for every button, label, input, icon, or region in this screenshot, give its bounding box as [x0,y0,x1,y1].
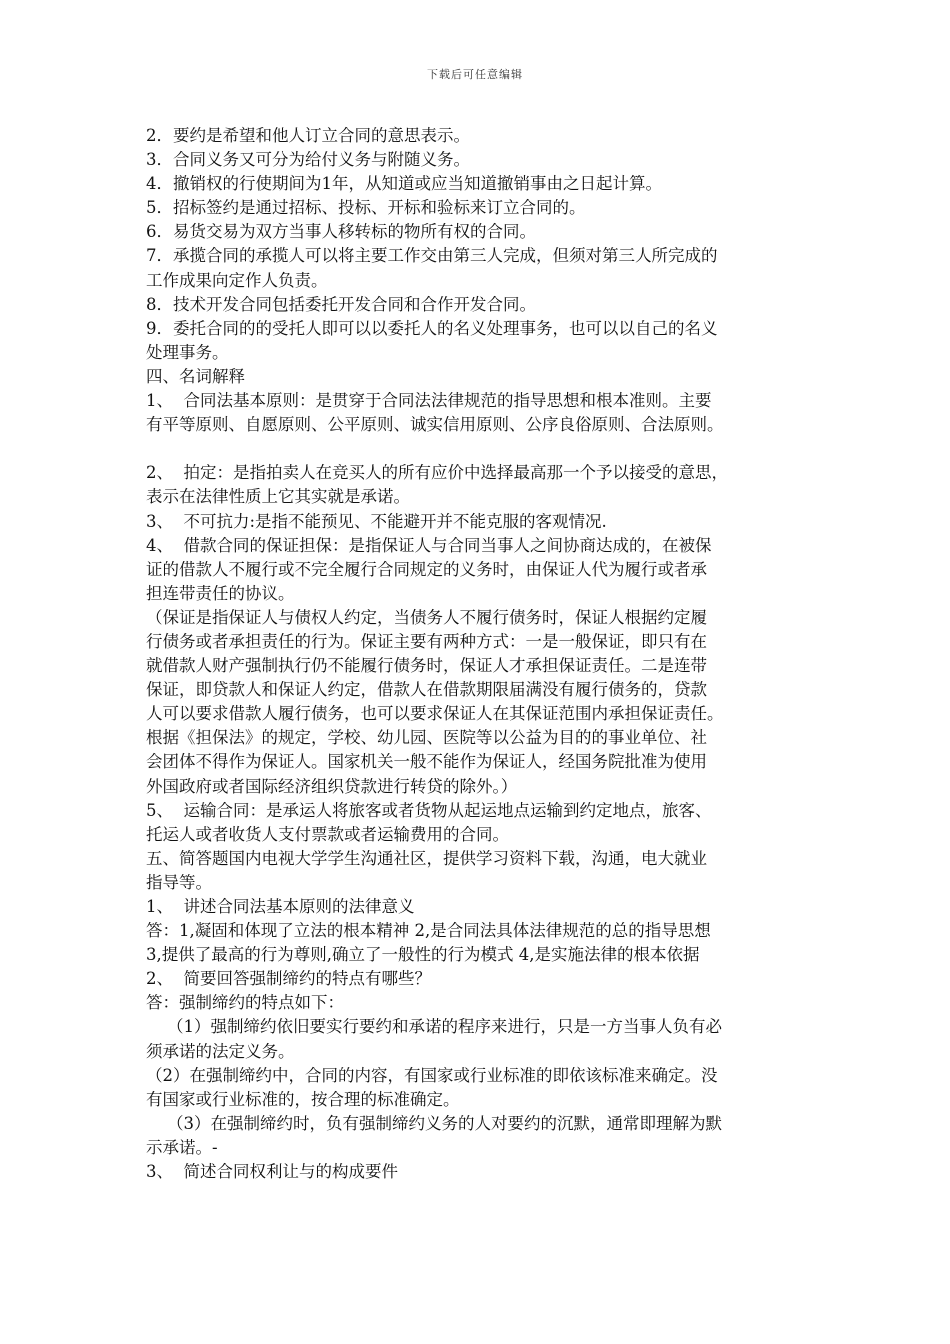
text-line: 6．易货交易为双方当事人移转标的物所有权的合同。 [146,222,536,242]
text-line: 2、 简要回答强制缔约的特点有哪些？ [146,969,431,989]
text-line: 1、 合同法基本原则：是贯穿于合同法法律规范的指导思想和根本准则。主要 [146,391,712,411]
text-line: 5．招标签约是通过招标、投标、开标和验标来订立合同的。 [146,198,586,218]
text-line: 行债务或者承担责任的行为。保证主要有两种方式：一是一般保证，即只有在 [146,631,707,651]
text-line: 保证，即贷款人和保证人约定，借款人在借款期限届满没有履行债务的，贷款 [146,680,707,700]
text-line: 7．承揽合同的承揽人可以将主要工作交由第三人完成，但须对第三人所完成的 [146,246,718,266]
text-line: 有平等原则、自愿原则、公平原则、诚实信用原则、公序良俗原则、合法原则。 [146,415,724,435]
text-line: （保证是指保证人与债权人约定，当债务人不履行债务时，保证人根据约定履 [146,607,707,627]
text-line: 指导等。 [146,872,212,892]
text-line: 须承诺的法定义务。 [146,1041,295,1061]
document-body [146,124,810,1184]
section-heading: 五、简答题国内电视大学学生沟通社区，提供学习资料下载，沟通，电大就业 [146,848,707,868]
section-heading: 四、名词解释 [146,366,245,386]
text-line: 4．撤销权的行使期间为1年，从知道或应当知道撤销事由之日起计算。 [146,174,662,194]
text-line: （3）在强制缔约时，负有强制缔约义务的人对要约的沉默，通常即理解为默 [146,1113,722,1133]
text-line: 就借款人财产强制执行仍不能履行债务时，保证人才承担保证责任。二是连带 [146,656,707,676]
text-line: 人可以要求借款人履行债务，也可以要求保证人在其保证范围内承担保证责任。 [146,704,724,724]
text-line: 答：强制缔约的特点如下： [146,993,344,1013]
text-line: 有国家或行业标准的，按合理的标准确定。 [146,1089,460,1109]
text-line: 证的借款人不履行或不完全履行合同规定的义务时，由保证人代为履行或者承 [146,559,707,579]
text-line: 1、 讲述合同法基本原则的法律意义 [146,897,415,916]
text-line: 2．要约是希望和他人订立合同的意思表示。 [146,126,470,145]
text-line: 工作成果向定作人负责。 [146,270,328,290]
text-line: 9．委托合同的的受托人即可以以委托人的名义处理事务，也可以以自己的名义 [146,318,718,338]
text-line: 处理事务。 [146,342,229,362]
text-line: 托运人或者收货人支付票款或者运输费用的合同。 [146,824,509,844]
text-line: 3．合同义务又可分为给付义务与附随义务。 [146,150,470,170]
text-line: 根据《担保法》的规定，学校、幼儿园、医院等以公益为目的的事业单位、社 [146,728,707,748]
text-line: 答：1,凝固和体现了立法的根本精神 2,是合同法具体法律规范的总的指导思想 [146,921,711,941]
blank-line [146,437,810,461]
text-line: 示承诺。- [146,1137,218,1157]
text-line: 表示在法律性质上它其实就是承诺。 [146,487,410,507]
text-line: 3、 简述合同权利让与的构成要件 [146,1162,398,1182]
text-line: 3、 不可抗力:是指不能预见、不能避开并不能克服的客观情况. [146,511,607,531]
text-line: 4、 借款合同的保证担保：是指保证人与合同当事人之间协商达成的，在被保 [146,535,712,555]
text-line: （2）在强制缔约中，合同的内容，有国家或行业标准的即依该标准来确定。没 [146,1065,718,1085]
text-line: 8．技术开发合同包括委托开发合同和合作开发合同。 [146,294,536,314]
text-line: 会团体不得作为保证人。国家机关一般不能作为保证人，经国务院批准为使用 [146,752,707,772]
text-line: （1）强制缔约依旧要实行要约和承诺的程序来进行，只是一方当事人负有必 [146,1017,722,1037]
page-header: 下载后可任意编辑 [427,68,523,81]
text-line: 3,提供了最高的行为尊则,确立了一般性的行为模式 4,是实施法律的根本依据 [146,945,700,965]
text-line: 5、 运输合同：是承运人将旅客或者货物从起运地点运输到约定地点，旅客、 [146,800,712,820]
text-line: 担连带责任的协议。 [146,583,295,603]
text-line: 外国政府或者国际经济组织贷款进行转贷的除外。） [146,776,518,796]
text-line: 2、 拍定：是指拍卖人在竞买人的所有应价中选择最高那一个予以接受的意思， [146,463,728,483]
